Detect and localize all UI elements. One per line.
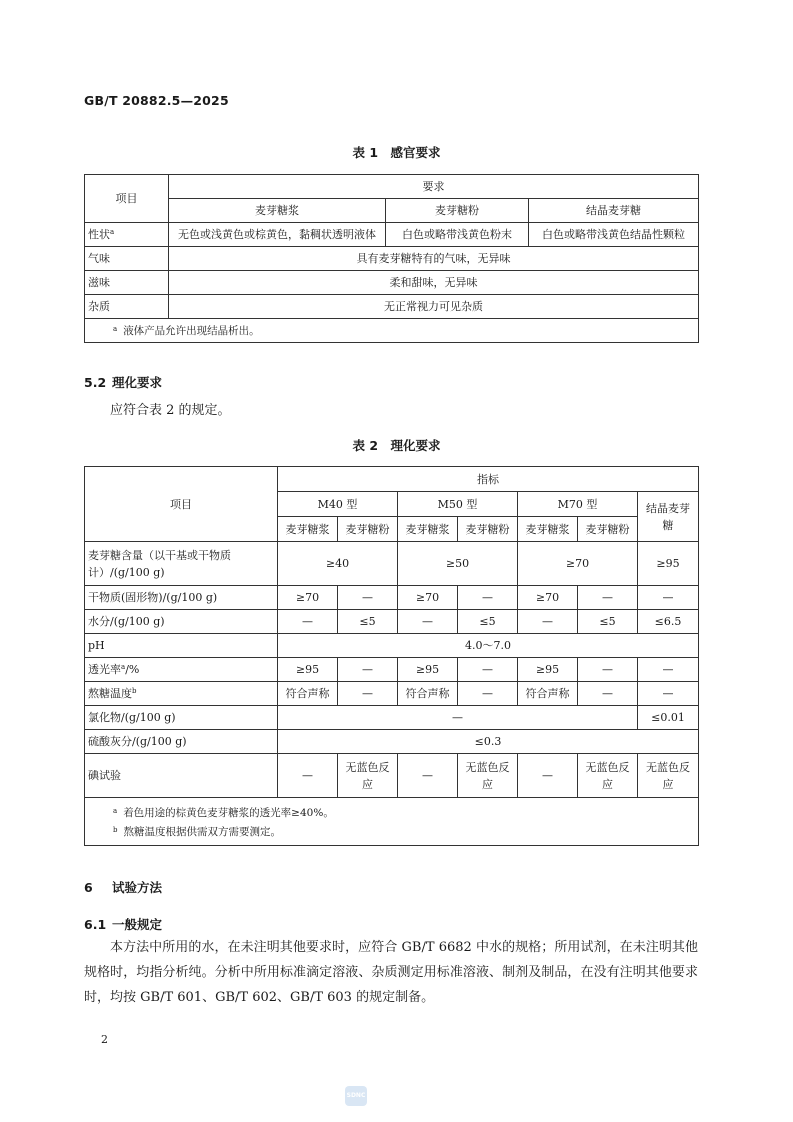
section-title: 理化要求 xyxy=(112,375,163,390)
table2-header-item: 项目 xyxy=(85,467,278,542)
table-cell: ≥95 xyxy=(398,658,458,682)
row-label: 气味 xyxy=(85,247,169,271)
table2-subheader: 麦芽糖粉 xyxy=(578,517,638,542)
table-cell: — xyxy=(278,610,338,634)
table-row xyxy=(85,754,699,798)
table1-subheader: 麦芽糖浆 xyxy=(169,199,386,223)
section-heading-5-2 xyxy=(84,373,162,391)
footnote-marker: a xyxy=(110,228,115,236)
table-cell: 符合声称 xyxy=(398,682,458,706)
table-cell: — xyxy=(458,586,518,610)
table-cell: ≤0.01 xyxy=(638,706,699,730)
table-cell: ≤0.3 xyxy=(278,730,699,754)
table-cell: — xyxy=(638,586,699,610)
table-cell: ≥50 xyxy=(398,542,518,586)
section-title: 一般规定 xyxy=(112,917,163,932)
footnote-marker: b xyxy=(132,687,137,695)
table-cell: — xyxy=(458,658,518,682)
table-row xyxy=(85,706,699,730)
table-row xyxy=(85,658,699,682)
table-cell: ≤5 xyxy=(338,610,398,634)
section-heading-6 xyxy=(84,878,162,896)
table-cell: 无蓝色反应 xyxy=(578,754,638,798)
table-row xyxy=(85,223,699,247)
table1-footnote xyxy=(85,319,699,343)
table-cell: ≥95 xyxy=(518,658,578,682)
table2-group-crystal: 结晶麦芽糖 xyxy=(638,492,699,542)
section-heading-6-1 xyxy=(84,915,162,933)
footnote-text: 液体产品允许出现结晶析出。 xyxy=(123,325,260,337)
table2-footnotes xyxy=(85,798,699,846)
table-cell: ≥70 xyxy=(278,586,338,610)
table-row xyxy=(85,586,699,610)
table-cell: — xyxy=(398,610,458,634)
row-label: 滋味 xyxy=(85,271,169,295)
table-row xyxy=(85,271,699,295)
table1-sensory-requirements xyxy=(84,174,699,343)
table-cell: — xyxy=(338,586,398,610)
section-title: 试验方法 xyxy=(112,880,163,895)
footnote-item xyxy=(113,803,695,822)
table2-subheader: 麦芽糖浆 xyxy=(278,517,338,542)
section-number: 6 xyxy=(84,880,93,895)
table-cell: 白色或略带浅黄色结晶性颗粒 xyxy=(529,223,699,247)
table-cell: — xyxy=(518,610,578,634)
table-cell: ≤5 xyxy=(458,610,518,634)
footnote-marker: a xyxy=(121,663,126,671)
table-cell: ≥95 xyxy=(638,542,699,586)
table2-group-m50: M50 型 xyxy=(398,492,518,517)
table-cell: — xyxy=(278,706,638,730)
table-cell: ≥70 xyxy=(398,586,458,610)
table-cell: 无色或浅黄色或棕黄色，黏稠状透明液体 xyxy=(169,223,386,247)
table-row xyxy=(85,730,699,754)
table2-group-m70: M70 型 xyxy=(518,492,638,517)
row-label: 透光率 xyxy=(88,663,121,676)
table-cell: 具有麦芽糖特有的气味，无异味 xyxy=(169,247,699,271)
section-number: 5.2 xyxy=(84,375,107,390)
section-number: 6.1 xyxy=(84,917,107,932)
table2-header-index: 指标 xyxy=(278,467,699,492)
row-label: 性状 xyxy=(88,228,110,241)
row-label: 熬糖温度 xyxy=(88,687,132,700)
table-row xyxy=(85,247,699,271)
table2-subheader: 麦芽糖粉 xyxy=(458,517,518,542)
table-cell: ≥40 xyxy=(278,542,398,586)
table-cell: 白色或略带浅黄色粉末 xyxy=(386,223,529,247)
table2-group-m40: M40 型 xyxy=(278,492,398,517)
footnote-text: 熬糖温度根据供需双方需要测定。 xyxy=(123,825,281,838)
watermark-logo: SDNC xyxy=(345,1086,367,1106)
table-cell: — xyxy=(578,682,638,706)
table-row xyxy=(85,682,699,706)
row-label: 干物质(固形物)/(g/100 g) xyxy=(85,586,278,610)
footnote-text: 着色用途的棕黄色麦芽糖浆的透光率≥40%。 xyxy=(123,806,334,819)
page-number: 2 xyxy=(101,1033,108,1046)
table-cell: — xyxy=(398,754,458,798)
row-label: 氯化物/(g/100 g) xyxy=(85,706,278,730)
table1-subheader: 麦芽糖粉 xyxy=(386,199,529,223)
footnote-item xyxy=(113,822,695,841)
row-label: 碘试验 xyxy=(85,754,278,798)
table2-subheader: 麦芽糖粉 xyxy=(338,517,398,542)
table1-header-requirement: 要求 xyxy=(169,175,699,199)
table-cell: — xyxy=(278,754,338,798)
table2-caption: 表 2 理化要求 xyxy=(352,438,441,453)
table2-subheader: 麦芽糖浆 xyxy=(398,517,458,542)
table-cell: ≤5 xyxy=(578,610,638,634)
table-row xyxy=(85,295,699,319)
footnote-marker: a xyxy=(113,806,118,815)
table-cell: — xyxy=(518,754,578,798)
table-cell: ≥70 xyxy=(518,542,638,586)
section-5-2-text: 应符合表 2 的规定。 xyxy=(110,403,231,418)
table-cell: ≥70 xyxy=(518,586,578,610)
table-cell: 无蓝色反应 xyxy=(338,754,398,798)
table1-header-item: 项目 xyxy=(85,175,169,223)
table-cell: 无蓝色反应 xyxy=(638,754,699,798)
table-cell: — xyxy=(338,682,398,706)
standard-code: GB/T 20882.5—2025 xyxy=(84,93,229,108)
table2-physicochemical-requirements xyxy=(84,466,699,846)
section-6-1-text: 本方法中所用的水，在未注明其他要求时，应符合 GB/T 6682 中水的规格；所用试剂，在未注明其他规格时，均指分析纯。分析中所用标准滴定溶液、杂质测定用标准溶液、制剂及制品，在没有注明其他要求时，均按 GB/T 601、GB/T 602、GB/T 603 的规定制备。 xyxy=(84,940,698,1005)
table-cell: — xyxy=(458,682,518,706)
table-cell: 无正常视力可见杂质 xyxy=(169,295,699,319)
table-cell: 柔和甜味，无异味 xyxy=(169,271,699,295)
row-label: pH xyxy=(85,634,278,658)
table-cell: ≤6.5 xyxy=(638,610,699,634)
table-cell: 符合声称 xyxy=(518,682,578,706)
row-label: 麦芽糖含量（以干基或干物质计）/(g/100 g) xyxy=(85,542,278,586)
table-cell: — xyxy=(638,658,699,682)
table-cell: ≥95 xyxy=(278,658,338,682)
row-label: 硫酸灰分/(g/100 g) xyxy=(85,730,278,754)
table-row xyxy=(85,542,699,586)
table-cell: — xyxy=(638,682,699,706)
footnote-marker: a xyxy=(113,325,118,333)
table-cell: 符合声称 xyxy=(278,682,338,706)
table1-subheader: 结晶麦芽糖 xyxy=(529,199,699,223)
table-cell: 无蓝色反应 xyxy=(458,754,518,798)
table1-caption: 表 1 感官要求 xyxy=(352,145,441,160)
row-unit: /% xyxy=(125,663,140,676)
row-label: 水分/(g/100 g) xyxy=(85,610,278,634)
row-label: 杂质 xyxy=(85,295,169,319)
table-cell: — xyxy=(578,658,638,682)
table-cell: — xyxy=(578,586,638,610)
table-row xyxy=(85,634,699,658)
table-cell: 4.0～7.0 xyxy=(278,634,699,658)
table-cell: — xyxy=(338,658,398,682)
footnote-marker: b xyxy=(113,825,118,834)
table-row xyxy=(85,610,699,634)
table2-subheader: 麦芽糖浆 xyxy=(518,517,578,542)
